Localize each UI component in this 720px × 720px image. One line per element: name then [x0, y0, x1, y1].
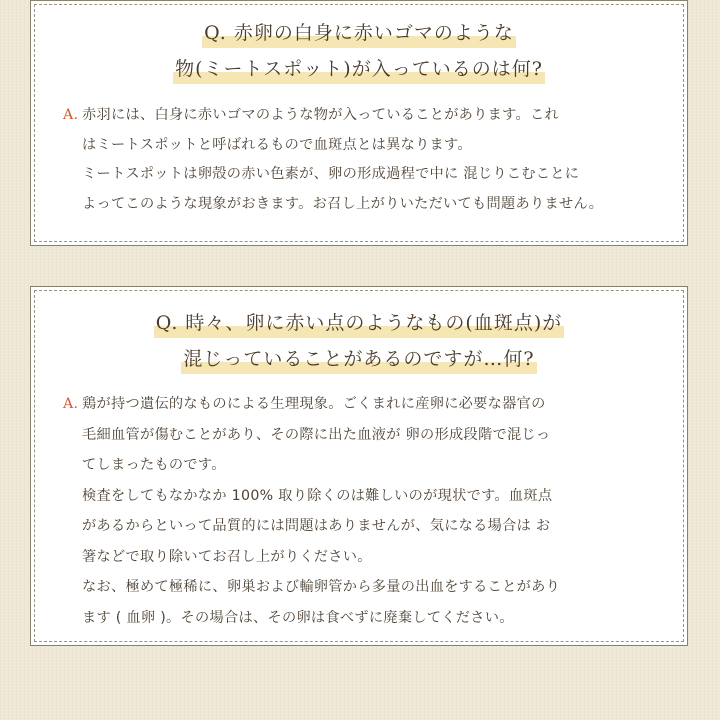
question-line: 混じっていることがあるのですが…何?: [181, 341, 536, 377]
answer-line: てしまったものです。: [82, 457, 226, 473]
answer-line: 箸などで取り除いてお召し上がりください。: [82, 548, 372, 565]
question-line: Q. 赤卵の白身に赤いゴマのような: [202, 15, 516, 51]
answer-line: なお、極めて極稀に、卵巣および輸卵管から多量の出血をすることがあり: [82, 579, 561, 595]
answer-line: 毛細血管が傷むことがあり、その際に出た血液が 卵の形成段階で混じっ: [82, 426, 551, 443]
answer-block: [31, 389, 687, 633]
answer-block: [31, 101, 687, 219]
answer-mark: A.: [63, 396, 79, 412]
answer-text: [82, 389, 661, 633]
answer-line: 検査をしてもなかなか 100% 取り除くのは難しいのが現状です。血斑点: [82, 487, 553, 504]
answer-line: ます ( 血卵 )。その場合は、その卵は食べずに廃棄してください。: [82, 609, 514, 626]
answer-line: はミートスポットと呼ばれるもので血斑点とは異なります。: [82, 136, 472, 153]
question-heading: [31, 287, 687, 377]
faq-card-meat-spot: [30, 0, 688, 246]
answer-mark: A.: [63, 107, 79, 123]
answer-text: [82, 101, 661, 219]
question-line: 物(ミートスポット)が入っているのは何?: [173, 51, 545, 87]
answer-line: 赤羽には、白身に赤いゴマのような物が入っていることがあります。これ: [82, 107, 559, 123]
answer-line: ミートスポットは卵殻の赤い色素が、卵の形成過程で中に 混じりこむことに: [82, 166, 580, 182]
question-line: Q. 時々、卵に赤い点のようなもの(血斑点)が: [154, 305, 565, 341]
faq-card-blood-spot: [30, 286, 688, 646]
answer-line: があるからといって品質的には問題はありませんが、気になる場合は お: [82, 518, 551, 534]
answer-line: よってこのような現象がおきます。お召し上がりいただいても問題ありません。: [82, 195, 604, 212]
answer-line: 鶏が持つ遺伝的なものによる生理現象。ごくまれに産卵に必要な器官の: [82, 396, 546, 412]
question-heading: [31, 1, 687, 87]
